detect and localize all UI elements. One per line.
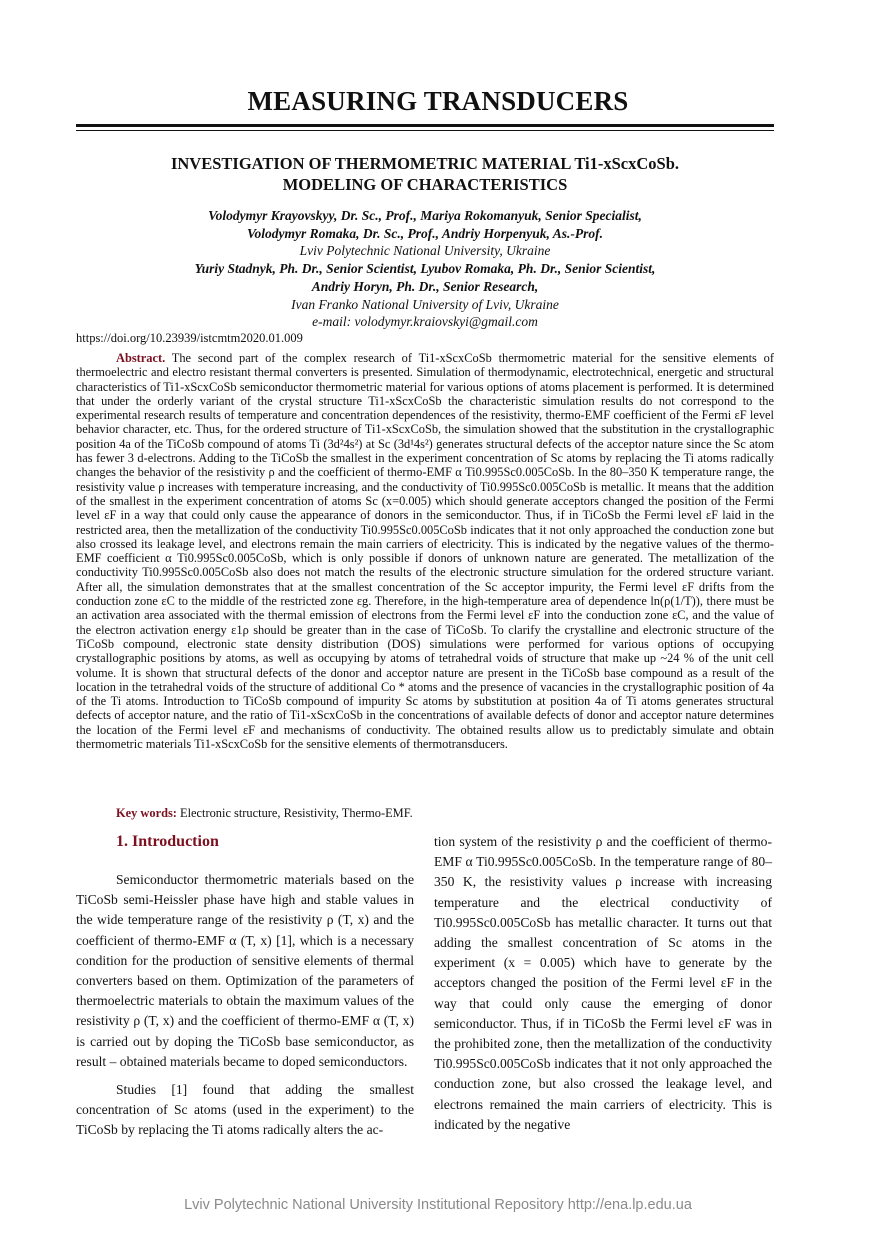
doi-link[interactable]: https://doi.org/10.23939/istcmtm2020.01.009 xyxy=(76,331,303,345)
paper-title xyxy=(76,153,774,195)
abstract-label: Abstract. xyxy=(116,351,166,365)
author-block xyxy=(76,207,774,331)
repository-footer: Lviv Polytechnic National University Institutional Repository http://ena.lp.edu.ua xyxy=(184,1197,692,1213)
paper-title-line-2: MODELING OF CHARACTERISTICS xyxy=(282,175,568,194)
authors-line-3: Yuriy Stadnyk, Ph. Dr., Senior Scientist, Lyubov Romaka, Ph. Dr., Senior Scientist, xyxy=(194,261,656,277)
intro-paragraph-2: Studies [1] found that adding the smallest concentration of Sc atoms (used in the experiment) to the TiCoSb by replacing the Ti atoms radically alters the ac- xyxy=(76,1082,414,1138)
keywords xyxy=(116,806,413,821)
section-title: MEASURING TRANSDUCERS xyxy=(247,86,629,116)
affiliation-2: Ivan Franko National University of Lviv, Ukraine xyxy=(291,296,559,312)
body-column-left xyxy=(76,832,414,1141)
affiliation-1: Lviv Polytechnic National University, Ukraine xyxy=(299,243,551,259)
abstract xyxy=(76,351,774,751)
header-rule-thick xyxy=(76,124,774,127)
header-rule-thin xyxy=(76,130,774,131)
introduction-heading: 1. Introduction xyxy=(116,833,219,850)
body-column-right xyxy=(434,832,772,1135)
intro-paragraph-1: Semiconductor thermometric materials based on the TiCoSb semi-Heissler phase have high and stable values in the wide temperature range of the resistivity ρ (T, x) and the coefficient of thermo-EMF α (T, x) [1], which is a necessary condition for the production of sensitive elements of thermal converters based on them. Optimization of the parameters of thermoelectric materials to obtain the maximum values of the resistivity ρ (T, x) and the coefficient of thermo-EMF α (T, x) is carried out by doping the TiCoSb base semiconductor, as result – obtained materials became to doped semiconductors. xyxy=(76,872,414,1069)
abstract-text: The second part of the complex research of Ti1-xScxCoSb thermometric material for the sensitive elements of thermoelectric and electro resistant thermal converters is presented. Simulation of thermodynamic, electrotechnical, energetic and structural characteristics of Ti1-xScxCoSb semiconductor thermometric material for various options of atoms placement is performed. It is determined that under the orderly variant of the crystal structure Ti1-xScxCoSb the characteristic simulation results do not correspond to the experimental research results of temperature and concentration dependences of the resistivity, thermo-EMF coefficient of the Fermi εF level behavior character, etc. Thus, for the ordered structure of Ti1-xScxCoSb, the simulation showed that the substitution in the crystallographic position 4a of the TiCoSb compound of atoms Ti (3d²4s²) at Sc (3d¹4s²) generates structural defects of the acceptor nature since the Sc atom has fewer 3 d-electrons. Adding to the TiCoSb the smallest in the experiment concentration of Sc atoms by replacing the Ti atoms radically changes the behavior of the resistivity ρ and the coefficient of thermo-EMF α Ti0.995Sc0.005CoSb. In the 80–350 K temperature range, the resistivity value ρ increases with temperature increasing, and the conductivity of Ti0.995Sc0.005CoSb is metallic. It means that the addition of the smallest in the experiment concentration of atoms Sc (x=0.005) which should generate acceptors changed the position of the Fermi level εF in a way that could only cause the appearance of donors in the semiconductor. Thus, if in TiCoSb the Fermi level εF laid in the restricted area, then the metallization of the conductivity Ti0.995Sc0.005CoSb indicates that it not only approached the conduction zone but also crossed its leakage level, and electrons remain the main carriers of electricity. This is indicated by the negative values of the thermo-EMF coefficient α Ti0.995Sc0.005CoSb, which is only possible if donors of unknown nature are generated. The metallization of the conductivity Ti0.995Sc0.005CoSb also does not match the results of the electronic structure simulation for the ordered structure variant. After all, the simulation demonstrates that at the smallest concentration of the Sc acceptor impurity, the Fermi level εF drifts from the conduction zone εC to the middle of the restricted zone εg. Therefore, in the high-temperature area of dependence ln(ρ(1/T)), there must be an activation area associated with the thermal emission of electrons from the Fermi level εF into the conduction zone εC, and the value of the electron activation energy ε1ρ should be greater than in the case of TiCoSb. To clarify the crystalline and electronic structure of the TiCoSb compound, electronic state density distribution (DOS) simulations were performed for various options of occupying crystallographic positions by atoms, as well as occupying by atoms of tetrahedral voids of structure that make up ~24 % of the unit cell volume. It is shown that structural defects of the donor and acceptor nature are present in the TiCoSb base compound as a result of the location in the tetrahedral voids of the structure of additional Co * atoms and the presence of vacancies in the crystallographic position of 4a of the Ti atoms. Introduction to TiCoSb compound of impurity Sc atoms by substitution at position 4a of Ti atoms generates structural defects of acceptor nature, and the ratio of Ti1-xScxCoSb in the concentrations of available defects of donor and acceptor nature determines the location of the Fermi level εF and mechanisms of conductivity. The obtained results allow us to predictably simulate and obtain thermometric materials Ti1-xScxCoSb for the sensitive elements of thermotransducers. xyxy=(76,351,774,752)
authors-line-4: Andriy Horyn, Ph. Dr., Senior Research, xyxy=(311,278,539,294)
keywords-text: Electronic structure, Resistivity, Thermo-EMF. xyxy=(180,806,413,820)
keywords-label: Key words: xyxy=(116,806,177,820)
author-email: e-mail: volodymyr.kraiovskyi@gmail.com xyxy=(312,314,538,330)
intro-paragraph-3: tion system of the resistivity ρ and the coefficient of thermo-EMF α Ti0.995Sc0.005CoSb. In the temperature range of 80–350 K, the resistivity values ρ increase with increasing temperature and the electrical conductivity of Ti0.995Sc0.005CoSb has metallic character. It turns out that adding the smallest concentration of Sc atoms in the experiment (x = 0.005) which have to generate by the acceptors changed the position of the Fermi level εF in the way that could only cause the emerging of donor semiconductor. Thus, if in TiCoSb the Fermi level εF was in the prohibited zone, then the metallization of the conductivity Ti0.995Sc0.005CoSb indicates that it not only approached the conduction zone, but also crossed the leakage level, and electrons remained the main carriers of electricity. This is indicated by the negative xyxy=(434,834,772,1132)
authors-line-1: Volodymyr Krayovskyy, Dr. Sc., Prof., Mariya Rokomanyuk, Senior Specialist, xyxy=(208,208,642,223)
paper-title-line-1: INVESTIGATION OF THERMOMETRIC MATERIAL Ti1-xScxCoSb. xyxy=(170,154,680,173)
authors-line-2: Volodymyr Romaka, Dr. Sc., Prof., Andriy Horpenyuk, As.-Prof. xyxy=(246,225,604,241)
